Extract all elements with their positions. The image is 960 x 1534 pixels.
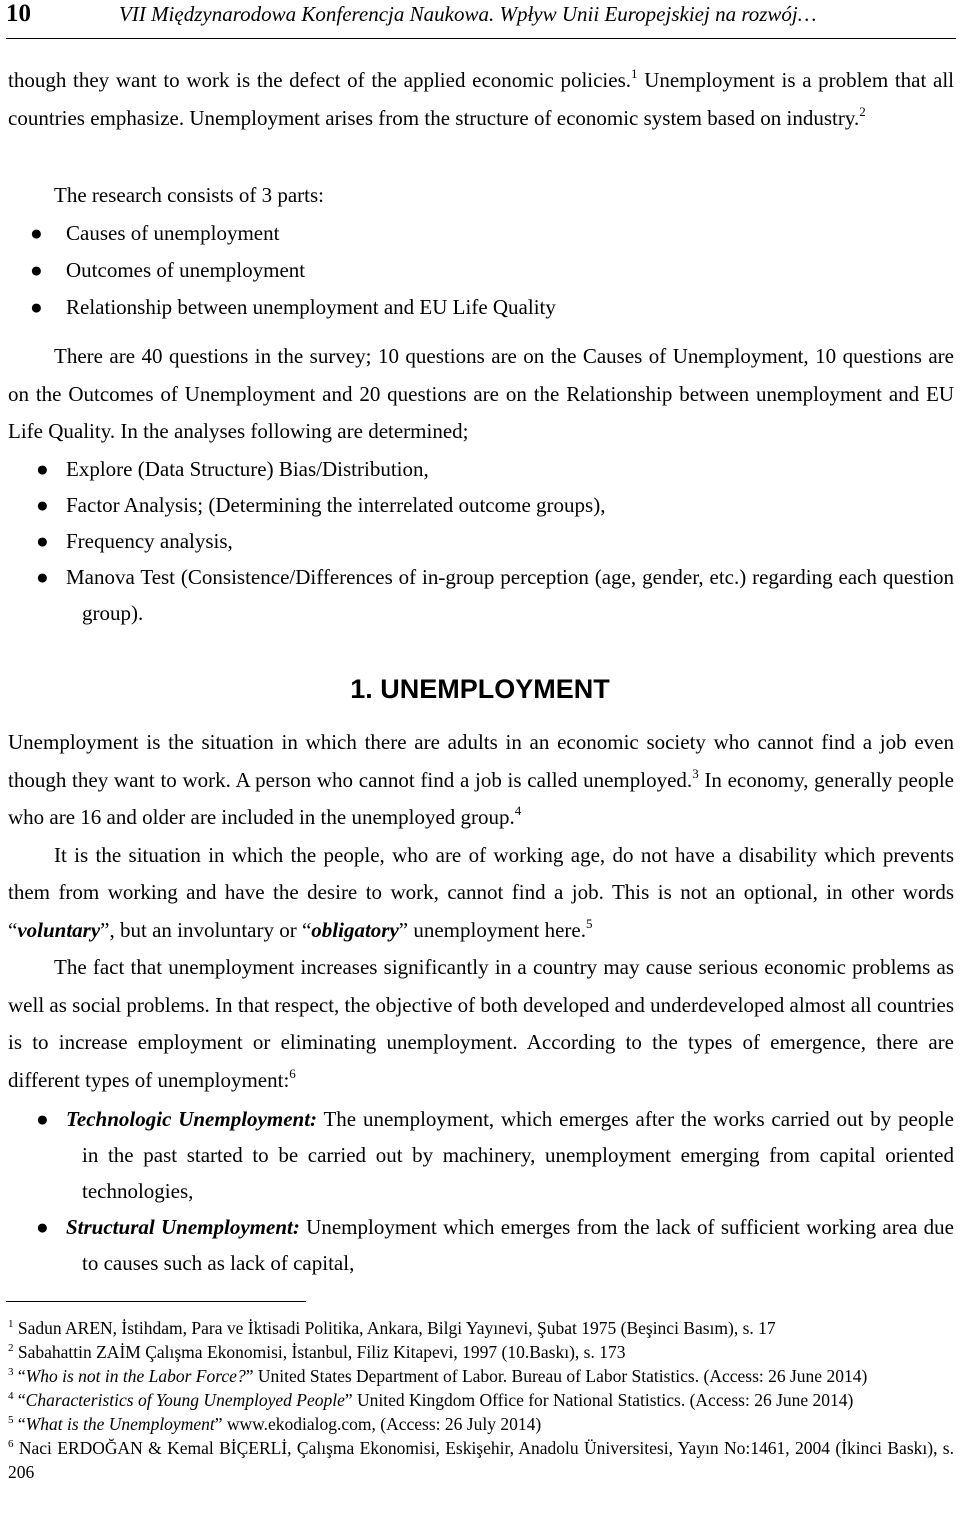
list-item xyxy=(8,451,954,487)
footnote xyxy=(8,1412,954,1436)
type-term: Technologic Unemployment: xyxy=(66,1107,318,1131)
footnote-text: Sabahattin ZAİM Çalışma Ekonomisi, İstanbul, Filiz Kitapevi, 1997 (10.Baskı), s. 173 xyxy=(13,1342,626,1362)
list-item-text: Relationship between unemployment and EU Life Quality xyxy=(66,294,556,319)
parts-list xyxy=(8,215,954,326)
footnote-text: “ xyxy=(13,1414,26,1434)
footnotes xyxy=(8,1316,954,1484)
survey-paragraph xyxy=(8,338,954,631)
footnote-text: Naci ERDOĞAN & Kemal BİÇERLİ, Çalışma Ekonomisi, Eskişehir, Anadolu Üniversitesi, Yayın No:1461, 2004 (İkinci Baskı), s. 206 xyxy=(8,1438,954,1482)
list-item-text: Outcomes of unemployment xyxy=(66,257,306,282)
paragraph-1 xyxy=(8,724,954,837)
list-item xyxy=(8,523,954,559)
list-item xyxy=(8,215,954,252)
section-body xyxy=(8,724,954,1281)
list-item xyxy=(8,289,954,326)
footnote-number: 3 xyxy=(8,1366,14,1378)
paragraph-2 xyxy=(8,837,954,950)
intro-paragraph xyxy=(8,62,954,137)
p1-text: Unemployment is the situation in which there are adults in an economic society who cannot find a job even though they want to work. A person who cannot find a job is called unemployed. xyxy=(8,730,954,792)
footnote-ref[interactable]: 5 xyxy=(585,915,593,931)
section-heading: 1. UNEMPLOYMENT xyxy=(350,674,610,704)
footnote-text: “ xyxy=(13,1390,26,1410)
bullet-icon: ● xyxy=(36,492,49,517)
list-item-text: Manova Test (Consistence/Differences of in-group perception (age, gender, etc.) regarding each question group). xyxy=(66,564,954,625)
p2-text-cont: ”, but an involuntary or “ xyxy=(100,917,312,942)
footnote-number: 4 xyxy=(8,1390,14,1402)
parts-lead: The research consists of 3 parts: xyxy=(54,183,324,207)
bullet-icon: ● xyxy=(30,257,43,282)
footnote xyxy=(8,1364,954,1388)
list-item-text: Causes of unemployment xyxy=(66,220,280,245)
bullet-icon: ● xyxy=(36,528,49,553)
list-item xyxy=(8,1101,954,1209)
types-list xyxy=(8,1101,954,1281)
footnote-divider xyxy=(6,1301,306,1302)
footnote-ref[interactable]: 2 xyxy=(859,103,866,119)
page-number: 10 xyxy=(6,0,31,27)
survey-text: There are 40 questions in the survey; 10 questions are on the Causes of Unemployment, 10 questions are on the Outcomes of Unemployment and 20 questions are on the Relationship between unemployment and EU Life Quality. In the analyses following are determined; xyxy=(8,344,954,443)
footnote-text: “ xyxy=(13,1366,26,1386)
bullet-icon: ● xyxy=(36,456,49,481)
list-item-text: Frequency analysis, xyxy=(66,528,233,553)
footnote-ref[interactable]: 6 xyxy=(289,1065,296,1081)
p3-text: The fact that unemployment increases significantly in a country may cause serious economic problems as well as social problems. In that respect, the objective of both developed and underdeveloped almost all countries is to increase employment or eliminating unemployment. According to the types of emergence, there are different types of unemployment: xyxy=(8,955,954,1092)
bullet-icon: ● xyxy=(36,564,49,589)
footnote-title: Who is not in the Labor Force? xyxy=(25,1366,246,1386)
footnote-title: What is the Unemployment xyxy=(25,1414,215,1434)
footnote-text: Sadun AREN, İstihdam, Para ve İktisadi Politika, Ankara, Bilgi Yayınevi, Şubat 1975 (Beşinci Basım), s. 17 xyxy=(13,1318,776,1338)
footnote-number: 5 xyxy=(8,1414,14,1426)
footnote-ref[interactable]: 4 xyxy=(514,803,522,818)
footnote-text-cont: ” United Kingdom Office for National Statistics. (Access: 26 June 2014) xyxy=(344,1390,854,1410)
page-header xyxy=(6,2,956,39)
list-item-text: Explore (Data Structure) Bias/Distribution, xyxy=(66,456,429,481)
footnote-number: 2 xyxy=(8,1342,14,1354)
p1-text-cont: In economy, generally people who are 16 and older are included in the unemployed group. xyxy=(8,767,954,829)
type-text: The unemployment, which emerges after the works carried out by people in the past started to be carried out by machinery, unemployment emerging from capital oriented technologies, xyxy=(82,1107,954,1203)
footnote-text-cont: ” United States Department of Labor. Bureau of Labor Statistics. (Access: 26 June 2014) xyxy=(245,1366,868,1386)
p2-text-end: ” unemployment here. xyxy=(398,917,586,942)
footnote-text-cont: ” www.ekodialog.com, (Access: 26 July 2014) xyxy=(214,1414,542,1434)
footnote xyxy=(8,1316,954,1340)
intro-text: though they want to work is the defect of the applied economic policies. xyxy=(8,68,632,92)
analyses-list xyxy=(8,451,954,631)
p2-text: It is the situation in which the people, who are of working age, do not have a disability which prevents them from working and have the desire to work, cannot find a job. This is not an optional, in other words “ xyxy=(8,842,954,942)
type-term: Structural Unemployment: xyxy=(66,1215,300,1239)
type-text: Unemployment which emerges from the lack of sufficient working area due to causes such as lack of capital, xyxy=(82,1215,954,1275)
keyword-voluntary: voluntary xyxy=(17,917,101,942)
footnote-title: Characteristics of Young Unemployed People xyxy=(25,1390,345,1410)
list-item xyxy=(8,252,954,289)
running-title: VII Międzynarodowa Konferencja Naukowa. Wpływ Unii Europejskiej na rozwój… xyxy=(119,2,817,26)
intro-text-cont: Unemployment is a problem that all countries emphasize. Unemployment arises from the structure of economic system based on industry. xyxy=(8,68,954,130)
keyword-obligatory: obligatory xyxy=(311,917,399,942)
bullet-icon: ● xyxy=(36,1107,49,1131)
footnote xyxy=(8,1340,954,1364)
paragraph-3 xyxy=(8,949,954,1099)
bullet-icon: ● xyxy=(36,1215,49,1239)
list-item-text: Factor Analysis; (Determining the interrelated outcome groups), xyxy=(66,492,606,517)
bullet-icon: ● xyxy=(30,294,43,319)
list-item xyxy=(8,487,954,523)
parts-block xyxy=(8,177,954,326)
footnote-number: 6 xyxy=(8,1438,14,1450)
bullet-icon: ● xyxy=(30,220,43,245)
footnote-ref[interactable]: 1 xyxy=(631,66,638,81)
footnote-ref[interactable]: 3 xyxy=(692,765,699,781)
footnote xyxy=(8,1388,954,1412)
footnote xyxy=(8,1436,954,1484)
list-item xyxy=(8,1209,954,1281)
footnote-number: 1 xyxy=(8,1318,14,1330)
list-item xyxy=(8,559,954,631)
